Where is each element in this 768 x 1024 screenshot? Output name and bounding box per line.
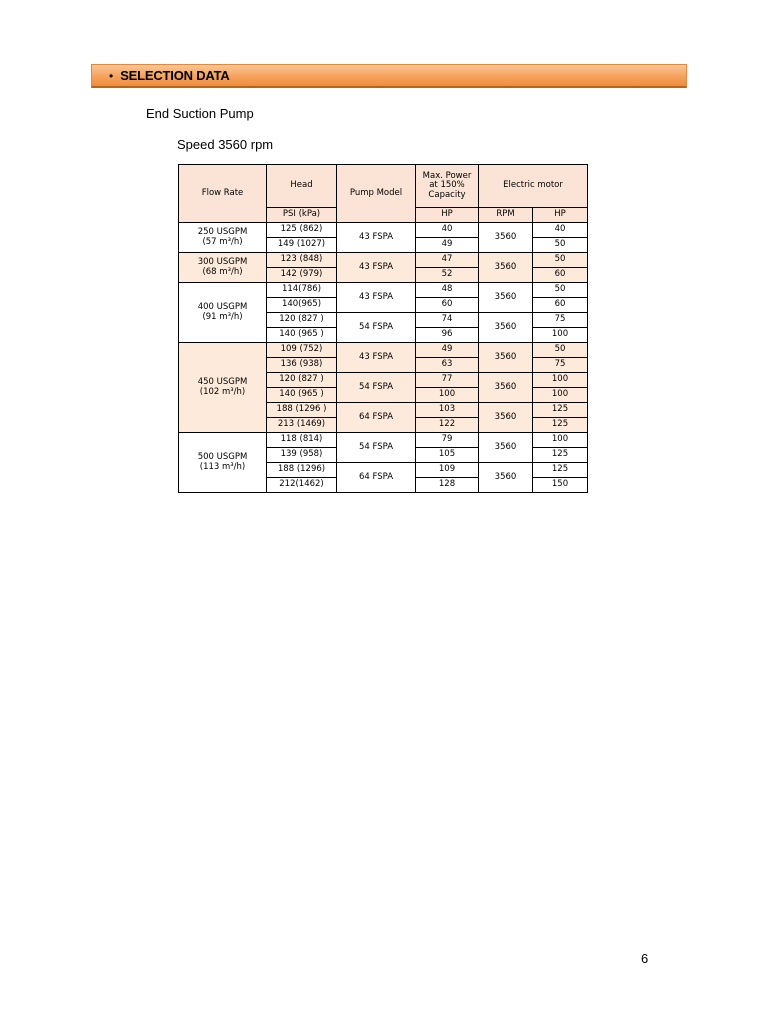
motor-hp-cell: 125 <box>533 403 588 418</box>
page-number: 6 <box>641 951 649 966</box>
table-row <box>179 223 588 238</box>
head-cell: 212(1462) <box>267 478 337 493</box>
speed-label: Speed 3560 rpm <box>177 137 274 152</box>
motor-hp-cell: 125 <box>533 448 588 463</box>
header-electric-motor: Electric motor <box>479 165 588 208</box>
head-cell: 188 (1296 ) <box>267 403 337 418</box>
max-power-cell: 100 <box>416 388 479 403</box>
header-flow-rate: Flow Rate <box>179 165 267 223</box>
max-power-cell: 105 <box>416 448 479 463</box>
flow-usgpm: 450 USGPM <box>197 377 248 388</box>
max-power-cell: 74 <box>416 313 479 328</box>
pump-model-cell: 43 FSPA <box>337 253 416 283</box>
pump-model-cell: 43 FSPA <box>337 343 416 373</box>
max-power-cell: 48 <box>416 283 479 298</box>
table-body <box>179 223 588 493</box>
max-power-cell: 40 <box>416 223 479 238</box>
max-power-cell: 77 <box>416 373 479 388</box>
head-cell: 140 (965 ) <box>267 388 337 403</box>
head-cell: 114(786) <box>267 283 337 298</box>
subheader-motor-hp: HP <box>533 208 588 223</box>
section-header <box>91 64 687 88</box>
rpm-cell: 3560 <box>479 433 533 463</box>
head-cell: 120 (827 ) <box>267 313 337 328</box>
rpm-cell: 3560 <box>479 343 533 373</box>
flow-usgpm: 400 USGPM <box>197 302 248 313</box>
motor-hp-cell: 75 <box>533 313 588 328</box>
section-title: SELECTION DATA <box>120 68 230 83</box>
motor-hp-cell: 60 <box>533 268 588 283</box>
flow-usgpm: 500 USGPM <box>197 452 248 463</box>
max-power-cell: 52 <box>416 268 479 283</box>
header-pump-model: Pump Model <box>337 165 416 223</box>
flow-usgpm: 300 USGPM <box>197 257 248 268</box>
head-cell: 123 (848) <box>267 253 337 268</box>
flow-m3h: (113 m³/h) <box>199 461 246 472</box>
pump-model-cell: 43 FSPA <box>337 223 416 253</box>
table-row <box>179 433 588 448</box>
motor-hp-cell: 60 <box>533 298 588 313</box>
max-power-cell: 60 <box>416 298 479 313</box>
flow-m3h: (102 m³/h) <box>199 386 246 397</box>
motor-hp-cell: 75 <box>533 358 588 373</box>
subheader-power-hp: HP <box>416 208 479 223</box>
rpm-cell: 3560 <box>479 463 533 493</box>
rpm-cell: 3560 <box>479 403 533 433</box>
flow-m3h: (91 m³/h) <box>202 311 243 322</box>
max-power-cell: 79 <box>416 433 479 448</box>
max-power-cell: 128 <box>416 478 479 493</box>
pump-model-cell: 64 FSPA <box>337 403 416 433</box>
head-cell: 188 (1296) <box>267 463 337 478</box>
rpm-cell: 3560 <box>479 223 533 253</box>
pump-model-cell: 54 FSPA <box>337 373 416 403</box>
max-power-cell: 47 <box>416 253 479 268</box>
head-cell: 140(965) <box>267 298 337 313</box>
pump-model-cell: 54 FSPA <box>337 313 416 343</box>
max-power-cell: 63 <box>416 358 479 373</box>
max-power-cell: 49 <box>416 238 479 253</box>
pump-model-cell: 64 FSPA <box>337 463 416 493</box>
motor-hp-cell: 150 <box>533 478 588 493</box>
motor-hp-cell: 50 <box>533 238 588 253</box>
flow-m3h: (57 m³/h) <box>202 236 243 247</box>
rpm-cell: 3560 <box>479 313 533 343</box>
max-power-cell: 109 <box>416 463 479 478</box>
head-cell: 213 (1469) <box>267 418 337 433</box>
max-power-cell: 122 <box>416 418 479 433</box>
flow-rate-cell <box>179 223 267 253</box>
head-cell: 118 (814) <box>267 433 337 448</box>
head-cell: 109 (752) <box>267 343 337 358</box>
max-power-cell: 49 <box>416 343 479 358</box>
flow-usgpm: 250 USGPM <box>197 227 248 238</box>
selection-table <box>178 164 588 493</box>
motor-hp-cell: 100 <box>533 388 588 403</box>
head-cell: 142 (979) <box>267 268 337 283</box>
rpm-cell: 3560 <box>479 373 533 403</box>
motor-hp-cell: 50 <box>533 253 588 268</box>
motor-hp-cell: 100 <box>533 328 588 343</box>
motor-hp-cell: 50 <box>533 343 588 358</box>
motor-hp-cell: 125 <box>533 418 588 433</box>
rpm-cell: 3560 <box>479 283 533 313</box>
pump-type-label: End Suction Pump <box>146 106 254 121</box>
flow-m3h: (68 m³/h) <box>202 266 243 277</box>
head-cell: 149 (1027) <box>267 238 337 253</box>
header-head: Head <box>267 165 337 208</box>
motor-hp-cell: 100 <box>533 433 588 448</box>
pump-model-cell: 54 FSPA <box>337 433 416 463</box>
bullet-icon: • <box>109 68 114 83</box>
motor-hp-cell: 40 <box>533 223 588 238</box>
table-row <box>179 343 588 358</box>
max-power-cell: 96 <box>416 328 479 343</box>
table-row <box>179 253 588 268</box>
table-row <box>179 283 588 298</box>
header-max-power: Max. Power at 150% Capacity <box>416 165 479 208</box>
rpm-cell: 3560 <box>479 253 533 283</box>
head-cell: 140 (965 ) <box>267 328 337 343</box>
flow-rate-cell <box>179 283 267 343</box>
flow-rate-cell <box>179 343 267 433</box>
flow-rate-cell <box>179 433 267 493</box>
motor-hp-cell: 50 <box>533 283 588 298</box>
head-cell: 139 (958) <box>267 448 337 463</box>
head-cell: 136 (938) <box>267 358 337 373</box>
head-cell: 125 (862) <box>267 223 337 238</box>
subheader-rpm: RPM <box>479 208 533 223</box>
flow-rate-cell <box>179 253 267 283</box>
pump-model-cell: 43 FSPA <box>337 283 416 313</box>
head-cell: 120 (827 ) <box>267 373 337 388</box>
max-power-cell: 103 <box>416 403 479 418</box>
subheader-psi: PSI (kPa) <box>267 208 337 223</box>
motor-hp-cell: 125 <box>533 463 588 478</box>
motor-hp-cell: 100 <box>533 373 588 388</box>
